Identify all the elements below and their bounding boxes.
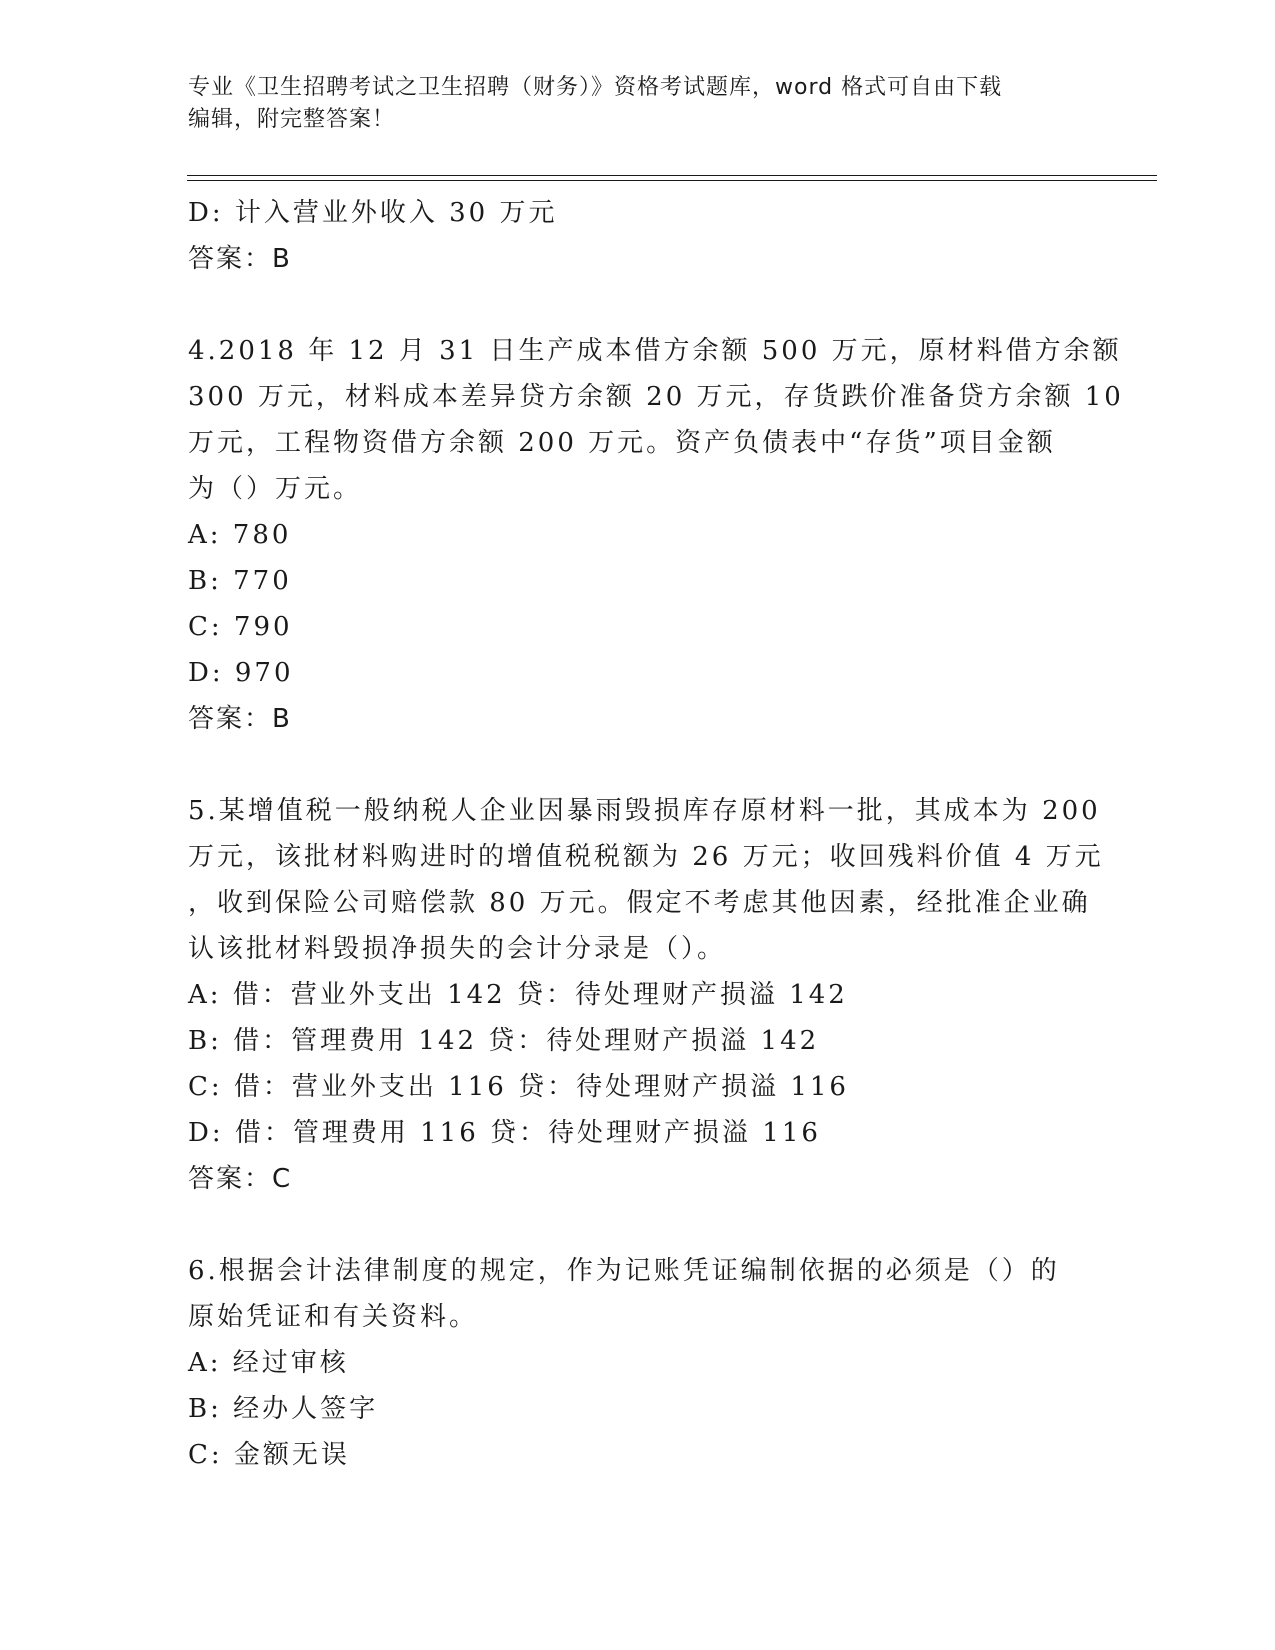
question-4: [188, 328, 1124, 742]
option-c: C: 790: [188, 612, 293, 642]
spacer: [188, 1202, 1088, 1248]
question-stem-line: 万元，该批材料购进时的增值税税额为 26 万元；收回残料价值 4 万元: [188, 842, 1104, 872]
answer: 答案：B: [188, 704, 292, 734]
header-line-2: 编辑，附完整答案！: [188, 107, 396, 132]
spacer: [188, 742, 1088, 788]
option-c: C: 金额无误: [188, 1440, 350, 1470]
question-content: [188, 190, 1124, 1478]
question-stem-line: 为（）万元。: [188, 474, 363, 504]
spacer: [188, 282, 1088, 328]
header-line-1: 专业《卫生招聘考试之卫生招聘（财务）》资格考试题库，word 格式可自由下载: [188, 75, 1003, 100]
question-stem-line: 4.2018 年 12 月 31 日生产成本借方余额 500 万元，原材料借方余额: [188, 336, 1122, 366]
option-b: B: 经办人签字: [188, 1394, 379, 1424]
question-stem-line: 万元，工程物资借方余额 200 万元。资产负债表中“存货”项目金额: [188, 428, 1056, 458]
option-d: D: 借：管理费用 116 贷：待处理财产损溢 116: [188, 1118, 821, 1148]
prev-answer: 答案：B: [188, 244, 292, 274]
option-c: C: 借：营业外支出 116 贷：待处理财产损溢 116: [188, 1072, 849, 1102]
option-b: B: 770: [188, 566, 292, 596]
prev-option-d: D: 计入营业外收入 30 万元: [188, 198, 558, 228]
question-stem-line: ，收到保险公司赔偿款 80 万元。假定不考虑其他因素，经批准企业确: [188, 888, 1091, 918]
question-stem-line: 5.某增值税一般纳税人企业因暴雨毁损库存原材料一批，其成本为 200: [188, 796, 1101, 826]
option-b: B: 借：管理费用 142 贷：待处理财产损溢 142: [188, 1026, 820, 1056]
answer: 答案：C: [188, 1164, 293, 1194]
question-stem-line: 6.根据会计法律制度的规定，作为记账凭证编制依据的必须是（）的: [188, 1256, 1060, 1286]
question-stem-line: 原始凭证和有关资料。: [188, 1302, 479, 1332]
option-a: A: 780: [188, 520, 292, 550]
document-header: [188, 72, 1088, 136]
question-5: [188, 788, 1104, 1202]
option-a: A: 借：营业外支出 142 贷：待处理财产损溢 142: [188, 980, 848, 1010]
question-6: [188, 1248, 1088, 1478]
header-rule-bottom: [187, 180, 1157, 181]
option-d: D: 970: [188, 658, 294, 688]
option-a: A: 经过审核: [188, 1348, 349, 1378]
question-stem-line: 300 万元，材料成本差异贷方余额 20 万元，存货跌价准备贷方余额 10: [188, 382, 1124, 412]
question-stem-line: 认该批材料毁损净损失的会计分录是（）。: [188, 934, 727, 964]
header-rule-top: [187, 175, 1157, 176]
